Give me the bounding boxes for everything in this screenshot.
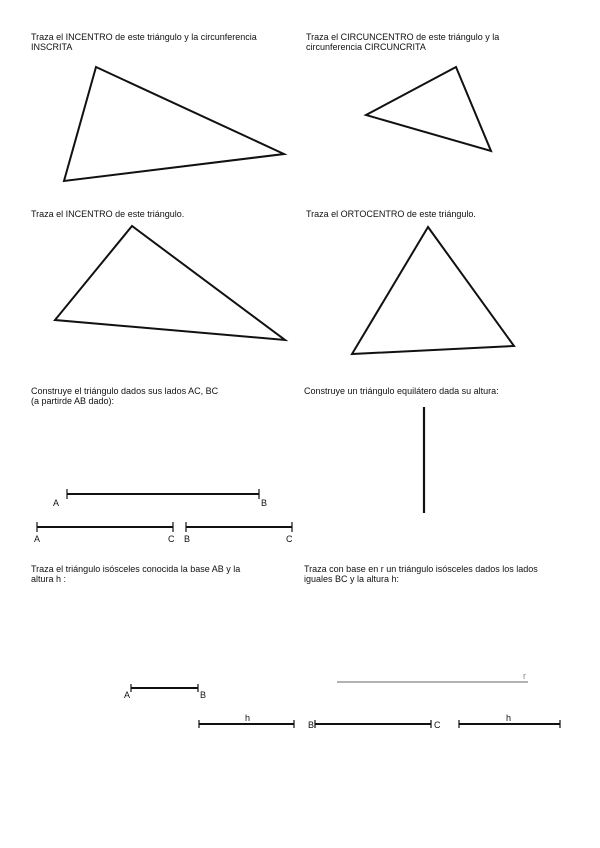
exercise-8-text: Traza con base en r un triángulo isósceles dados los lados iguales BC y la altura h: [304, 564, 538, 584]
exercise-1-text: Traza el INCENTRO de este triángulo y la circunferencia INSCRITA [31, 32, 257, 52]
exercise-5-text: Construye el triángulo dados sus lados AC, BC (a partirde AB dado): [31, 386, 219, 406]
segment-ab [67, 489, 259, 499]
exercise-6-text: Construye un triángulo equilátero dada su altura: [304, 386, 499, 396]
triangle-circuncentro [366, 67, 491, 151]
label-b: B [261, 498, 268, 508]
label-c: C [168, 534, 175, 544]
segment-bc-equal-sides [315, 720, 431, 728]
label-b: B [184, 534, 191, 544]
exercise-7-text: Traza el triángulo isósceles conocida la base AB y la altura h : [31, 564, 241, 584]
label-c: C [434, 720, 441, 730]
label-a: A [34, 534, 41, 544]
exercise-4-text: Traza el ORTOCENTRO de este triángulo. [306, 209, 476, 219]
label-a: A [124, 690, 131, 700]
triangle-incentro-inscrita [64, 67, 284, 181]
exercise-3-text: Traza el INCENTRO de este triángulo. [31, 209, 185, 219]
triangle-incentro [55, 226, 285, 340]
label-a: A [53, 498, 60, 508]
label-b: B [200, 690, 207, 700]
label-h: h [245, 713, 251, 723]
label-c: C [286, 534, 293, 544]
triangle-ortocentro [352, 227, 514, 354]
base-ab [131, 684, 198, 692]
label-h: h [506, 713, 512, 723]
segment-ac [37, 522, 173, 532]
label-b: B [308, 720, 315, 730]
exercise-2-text: Traza el CIRCUNCENTRO de este triángulo y la circunferencia CIRCUNCRITA [306, 32, 500, 52]
label-r: r [523, 671, 526, 681]
segment-bc [186, 522, 292, 532]
